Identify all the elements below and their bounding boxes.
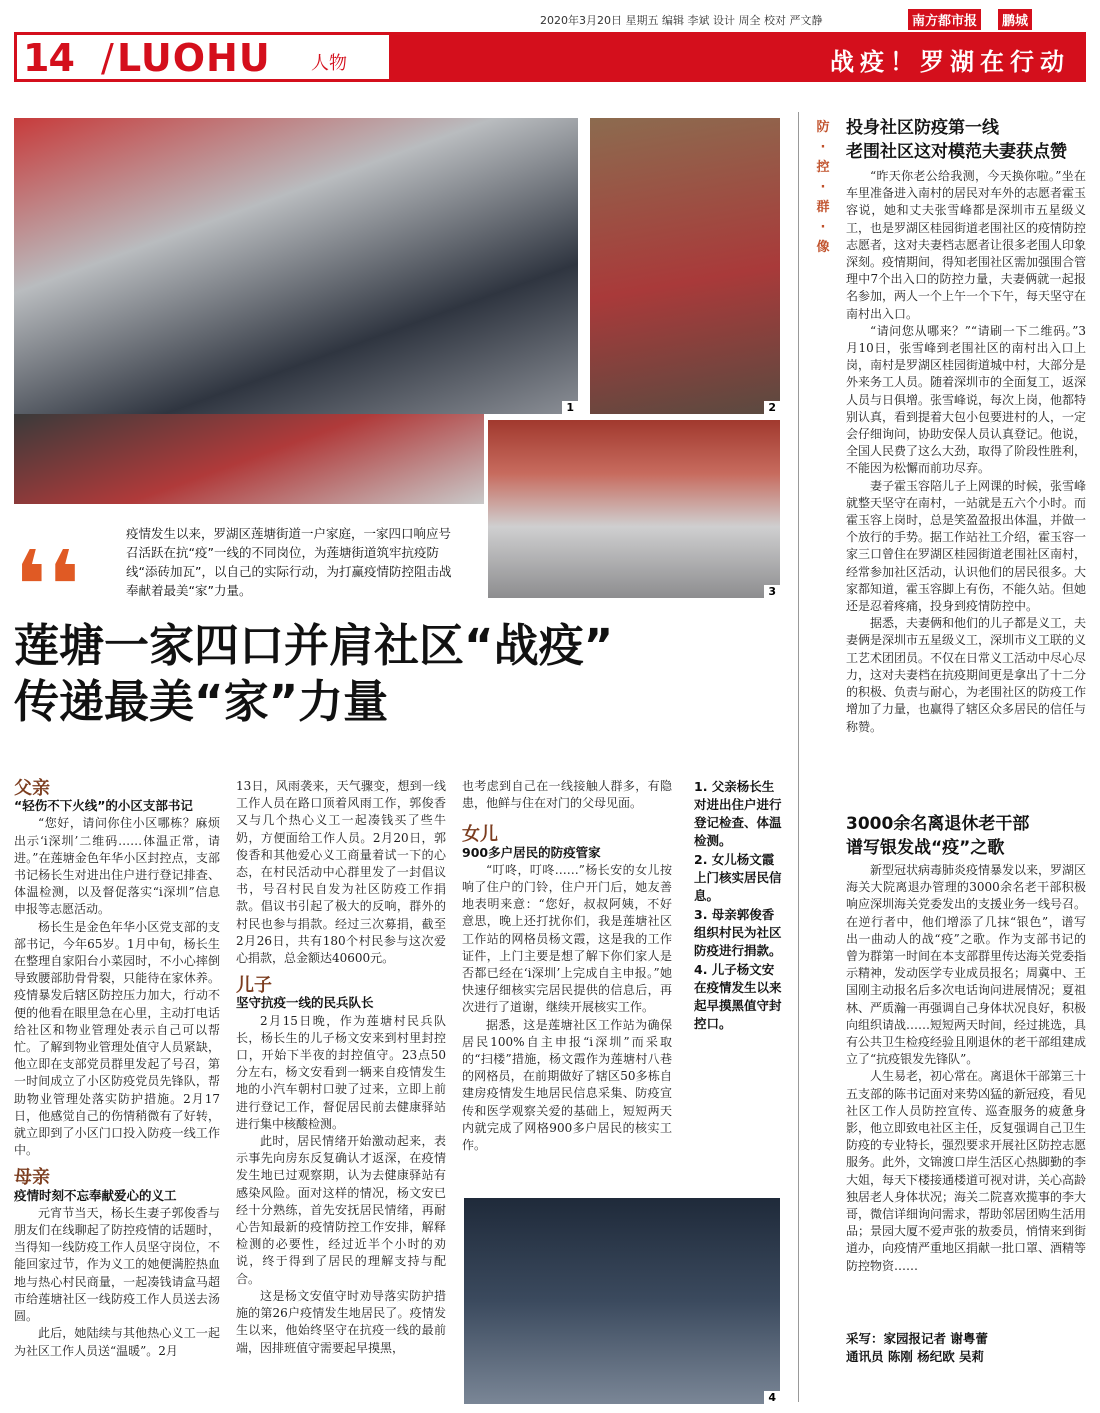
vertical-section-label bbox=[814, 118, 832, 258]
paragraph: 也考虑到自己在一线接触人群多，有隐患，他鲜与住在对门的父母见面。 bbox=[462, 779, 672, 811]
section-subheading-daughter: 900多户居民的防疫管家 bbox=[462, 844, 601, 860]
banner-left-box bbox=[14, 32, 392, 82]
article-lede: 疫情发生以来，罗湖区莲塘街道一户家庭，一家四口响应号召活跃在抗“疫”一线的不同岗位，为莲塘街道筑牢抗疫防线“添砖加瓦”，以自己的实际行动，为打赢疫情防控阻击战奉献着最美“家”力量。 bbox=[126, 526, 452, 598]
article-column-1 bbox=[14, 778, 220, 1360]
caption-2: 2. 女儿杨文霞上门核实居民信息。 bbox=[694, 852, 782, 903]
byline bbox=[846, 1330, 1086, 1366]
paragraph: 此时，居民情绪开始激动起来，表示事先向房东反复确认才返深，在疫情发生地已过观察期，认为去健康驿站有感染风险。面对这样的情况，杨文安已经十分熟练，首先安抚居民情绪，再耐心告知最新的疫情防控工作安排，解释检测的必要性，经过近半个小时的劝说，终于得到了居民的理解支持与配合。 bbox=[236, 1134, 446, 1286]
vertical-char: · bbox=[820, 220, 826, 235]
article-column-3 bbox=[462, 778, 672, 1154]
title-line: 老围社区这对模范夫妻获点赞 bbox=[846, 142, 1067, 162]
photo-father-checking bbox=[14, 118, 578, 414]
banner-slogan: 战疫！罗湖在行动 bbox=[830, 48, 1070, 76]
section-subheading-mother: 疫情时刻不忘奉献爱心的义工 bbox=[14, 1187, 177, 1203]
paragraph: 13日，风雨袭来，天气骤变，想到一线工作人员在路口顶着风雨工作，郭俊香又与几个热心义工一起凑钱买了些牛奶，方便面给工作人员。2月20日，郭俊香和其他爱心义工商量着试一下的心态，在村民活动中心群里发了一封倡议书，号召村民自发为社区防疫工作捐款。倡议书引起了极大的反响，群外的村民也参与捐款。经过三次募捐，截至2月26日，共有180个村民参与这次爱心捐款，总金额达40600元。 bbox=[236, 779, 446, 966]
banner-slash: / bbox=[101, 36, 114, 80]
paragraph: “昨天你老公给我测，今天换你啦。”坐在车里准备进入南村的居民对车外的志愿者霍玉容说，她和丈夫张雪峰都是深圳市五星级义工，也是罗湖区桂园街道老围社区的疫情防控志愿者，这对夫妻档志愿者让很多老围人印象深刻。疫情期间，得知老围社区需加强围合管理中7个出入口的防控力量，夫妻俩就一起报名参加，两人一个上午一个下午，每天坚守在南村出入口。 bbox=[846, 169, 1087, 321]
photo-daughter-visit bbox=[590, 118, 780, 414]
paragraph: “叮咚，叮咚……”杨长安的女儿按响了住户的门铃，住户开门后，她友善地表明来意：“您好，叔叔阿姨，不好意思，晚上还打扰你们，我是莲塘社区工作站的网格员杨文霞，这是我的工作证件，上门主要是想了解下你们家人是否都已经在‘i深圳’上完成自主申报。”她快速仔细核实完居民提供的信息后，再次进行了道谢，继续开展核实工作。 bbox=[462, 862, 672, 1015]
title-line: 投身社区防疫第一线 bbox=[846, 118, 999, 138]
section-heading-son: 儿子 bbox=[236, 975, 272, 997]
paragraph: 元宵节当天，杨长生妻子郭俊香与朋友们在线聊起了防控疫情的话题时，当得知一线防疫工作人员坚守岗位，不能回家过节，作为义工的她便满腔热血地与热心村民商量，一起凑钱请盒马超市给莲塘社区一线防疫工作人员送去汤圆。 bbox=[14, 1205, 220, 1324]
photo-number: 3 bbox=[764, 585, 780, 598]
sidebar-story1-title bbox=[846, 116, 1086, 164]
photo-number: 4 bbox=[764, 1391, 780, 1404]
paragraph: 新型冠状病毒肺炎疫情暴发以来，罗湖区海关大院离退办管理的3000余名老干部积极响应深圳海关党委发出的支援业务一线号召。在逆行者中，他们增添了几抹“银色”，谱写出一曲动人的战“疫”之歌。作为支部书记的曾为群第一时间在本支部群里传达海关党委指示精神，发动医学专业成员报名；周冀中、王国刚主动报名后多次电话询问进展情况；夏祖林、严质瀚一再强调自己身体状况良好，积极向组织请战……短短两天时间，经过挑选，具有公共卫生检疫经验且刚退休的老干部组建成立了“抗疫银发先锋队”。 bbox=[846, 863, 1087, 1067]
title-line: 谱写银发战“疫”之歌 bbox=[846, 838, 1005, 858]
paragraph: 妻子霍玉容陪儿子上网课的时候，张雪峰就整天坚守在南村，一站就是五六个小时。而霍玉容上岗时，总是笑盈盈报出体温，并做一个放行的手势。据工作站社工介绍，霍玉容一家三口曾住在罗湖区桂园街道老围社区南村，经常参加社区活动，认识他们的居民很多。大家都知道，霍玉容脚上有伤，不能久站。但她还是忍着疼痛，投身到疫情防控中。 bbox=[846, 478, 1087, 614]
vertical-char: · bbox=[820, 140, 826, 155]
photo-mother-donation bbox=[488, 420, 780, 598]
sidebar-story1-body bbox=[846, 168, 1086, 736]
byline-line: 采写：家园报记者 谢粤蕾 bbox=[846, 1331, 988, 1346]
date-line: 2020年3月20日 星期五 编辑 李斌 设计 周全 校对 严文静 南方都市报 鹏城 bbox=[540, 12, 1088, 28]
column-divider bbox=[798, 112, 799, 1402]
caption-3: 3. 母亲郭俊香组织村民为社区防疫进行捐款。 bbox=[694, 907, 782, 958]
page-banner bbox=[14, 32, 1086, 82]
subsection-name: 人物 bbox=[311, 53, 347, 74]
byline-line: 通讯员 陈刚 杨纪欧 吴莉 bbox=[846, 1349, 985, 1364]
paragraph: 此后，她陆续与其他热心义工一起为社区工作人员送“温暖”。2月 bbox=[14, 1326, 220, 1358]
photo-number: 1 bbox=[562, 401, 578, 414]
photo-captions bbox=[694, 778, 782, 1034]
section-subheading-father: “轻伤不下火线”的小区支部书记 bbox=[14, 798, 193, 814]
section-heading-father: 父亲 bbox=[14, 778, 50, 799]
headline-line-1: 莲塘一家四口并肩社区“战疫” bbox=[14, 619, 614, 672]
photo-son-checkpoint bbox=[464, 1198, 780, 1404]
paper-logo-secondary: 鹏城 bbox=[998, 9, 1032, 30]
page-number: 14 bbox=[23, 36, 74, 80]
caption-1: 1. 父亲杨长生对进出住户进行登记检查、体温检测。 bbox=[694, 779, 782, 848]
caption-4: 4. 儿子杨文安在疫情发生以来起早摸黑值守封控口。 bbox=[694, 962, 782, 1031]
paragraph: “请问您从哪来？”“请刷一下二维码。”3月10日，张雪峰到老围社区的南村出入口上岗，南村是罗湖区桂园街道城中村，大部分是外来务工人员。随着深圳市的全面复工，返深人员与日俱增。张雪峰说，每次上岗，他都特别认真，看到提着大包小包要进村的人，一定会仔细询问，协助安保人员认真登记。他说，全国人民费了这么大劲，取得了阶段性胜利，不能因为松懈而前功尽弃。 bbox=[846, 323, 1087, 476]
vertical-char: · bbox=[820, 180, 826, 195]
paragraph: 据悉，这是莲塘社区工作站为确保居民100%自主申报“i深圳”而采取的“扫楼”措施，杨文霞作为莲塘村八巷的网格员，在前期做好了辖区50多栋自建房疫情发生地居民信息采集、防疫宣传和医学观察关爱的基础上，短短两天内就完成了网格900多户居民的核实工作。 bbox=[462, 1017, 672, 1153]
section-name: LUOHU bbox=[117, 36, 271, 80]
vertical-char: 像 bbox=[816, 240, 830, 255]
photo-number: 2 bbox=[764, 401, 780, 414]
vertical-char: 控 bbox=[816, 160, 830, 175]
paper-logo: 南方都市报 bbox=[908, 9, 981, 30]
section-subheading-son: 坚守抗疫一线的民兵队长 bbox=[236, 995, 374, 1011]
sidebar-story2-title bbox=[846, 812, 1086, 860]
paragraph: 2月15日晚，作为莲塘村民兵队长，杨长生的儿子杨文安来到村里封控口，开始下半夜的封控值守。23点50分左右，杨文安看到一辆来自疫情发生地的小汽车朝村口驶了过来，立即上前进行登记工作，督促居民前去健康驿站进行集中核酸检测。 bbox=[236, 1013, 446, 1131]
paragraph: 人生易老，初心常在。离退休干部第三十五支部的陈书记面对来势凶猛的新冠疫，看见社区工作人员防控宣传、巡查服务的疲惫身影，他立即致电社区主任，反复强调自己卫生防疫的专业特长，强烈要求开展社区防控志愿服务。此外，文锦渡口岸生活区心热脚勤的李大姐，每天下楼接通楼道可视对讲，关心高龄独居老人身体状况；海关二院喜欢揽事的李大哥，微信详细询问需求，帮助邻居团购生活用品；景园大厦不爱声张的敖委员，悄情来到街道办，向疫情严重地区捐献一批口罩、酒精等防控物资…… bbox=[846, 1069, 1087, 1273]
paragraph: “您好，请问你住小区哪栋？麻烦出示‘i深圳’二维码……体温正常，请进。”在莲塘金色年华小区封控点，支部书记杨长生对进出住户进行登记排查、体温检测，以及督促落实“i深圳”信息申报等志愿活动。 bbox=[14, 816, 220, 917]
headline-line-2: 传递最美“家”力量 bbox=[14, 675, 389, 728]
paragraph: 据悉，夫妻俩和他们的儿子都是义工，夫妻俩是深圳市五星级义工，深圳市义工联的义工艺术团团员。不仅在日常义工活动中尽心尽力，这对夫妻档在抗疫期间更是拿出了十二分的积极、负责与耐心，为老围社区的防疫工作增加了力量，也赢得了辖区众多居民的信任与称赞。 bbox=[846, 616, 1087, 734]
article-headline bbox=[14, 618, 784, 730]
quote-mark-icon: ❛❛ bbox=[14, 530, 81, 642]
section-heading-daughter: 女儿 bbox=[462, 824, 498, 846]
title-line: 3000余名离退休老干部 bbox=[846, 814, 1030, 834]
vertical-char: 防 bbox=[816, 120, 830, 135]
article-column-2 bbox=[236, 778, 446, 1357]
section-heading-mother: 母亲 bbox=[14, 1167, 50, 1189]
vertical-char: 群 bbox=[816, 200, 830, 215]
paragraph: 杨长生是金色年华小区党支部的支部书记，今年65岁。1月中旬，杨长生在整理自家阳台小菜园时，不小心摔倒导致腰部肋骨骨裂，只能待在家休养。疫情暴发后辖区防控压力加大，行动不便的他看在眼里急在心里，主动打电话给社区和物业管理处表示自己可以帮忙。了解到物业管理处值守人员紧缺，他立即在支部党员群里发起了号召，第一时间成立了小区防疫党员先锋队，帮助物业管理处落实防护措施。2月17日，他感觉自己的伤情稍微有了好转，就立即到了小区门口投入防疫一线工作中。 bbox=[14, 919, 220, 1158]
sidebar-story2-body bbox=[846, 862, 1086, 1275]
paragraph: 这是杨文安值守时劝导落实防护措施的第26户疫情发生地居民了。疫情发生以来，他始终坚守在抗疫一线的最前端，因排班值守需要起早摸黑， bbox=[236, 1288, 446, 1355]
photo-father-checking-lower bbox=[14, 414, 484, 504]
